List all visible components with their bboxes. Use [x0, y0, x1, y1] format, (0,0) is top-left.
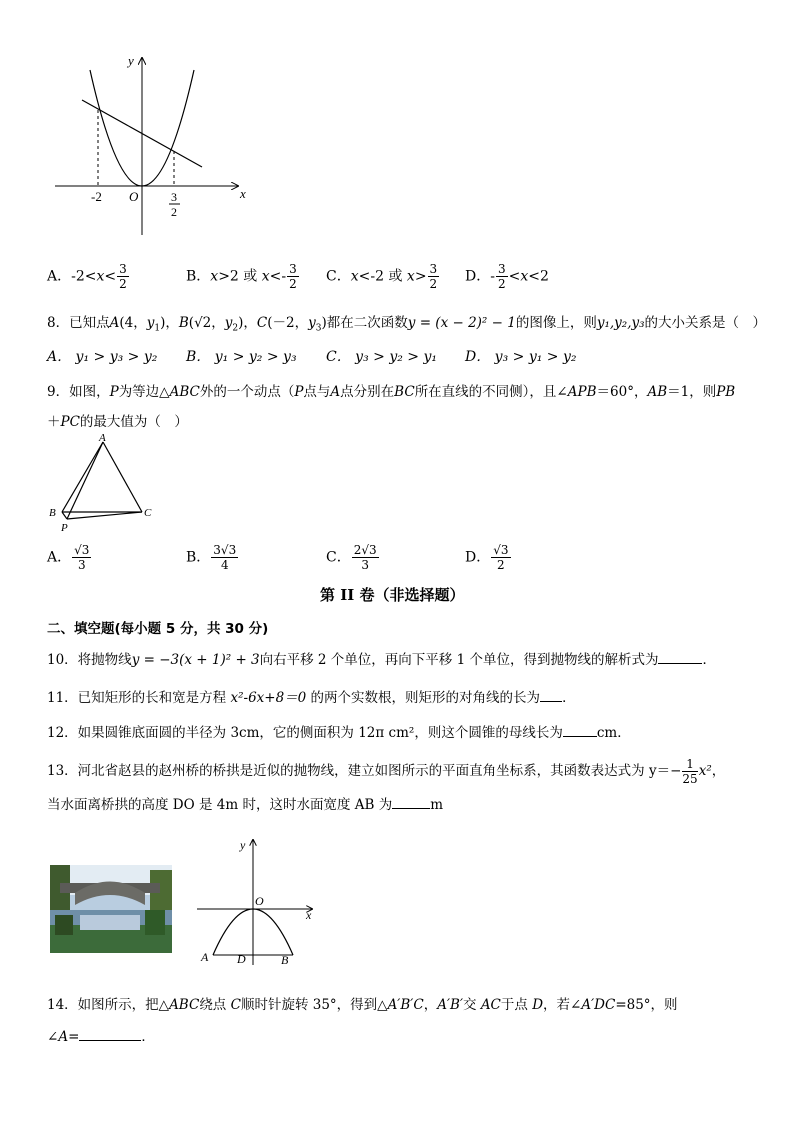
- q9-option-d: D． $\frac{√3}{2}$: [465, 543, 509, 572]
- tick-right-num: 3: [171, 190, 177, 204]
- vertex-c-label: C: [144, 507, 152, 519]
- origin-label: O: [255, 894, 264, 908]
- answer-blank[interactable]: [563, 722, 597, 737]
- q7-option-d: D．- $\frac{3}{2}$ <x<2: [465, 262, 549, 291]
- q8-option-b: B． y₁ > y₂ > y₃: [186, 349, 297, 365]
- q7-option-c: C．x<-2 或 x> $\frac{3}{2}$: [326, 262, 438, 291]
- vertex-b-label: B: [49, 507, 56, 519]
- axis-y-label: y: [240, 838, 246, 852]
- q10-question: 10．将抛物线y = −3(x + 1)² + 3向右平移 2 个单位，再向下平移 1 个单位，得到抛物线的解析式为 ．: [47, 648, 716, 668]
- vertex-p-label: P: [61, 522, 68, 534]
- tick-right-den: 2: [171, 205, 177, 219]
- q14-question-line1: 14．如图所示，把△ABC绕点 C顺时针旋转 35°，得到△A′B′C，A′B′交 AC于点 D，若∠A′DC=85°，则: [47, 997, 678, 1013]
- q9-option-b: B． $\frac{3√3}{4}$: [186, 543, 237, 572]
- answer-blank[interactable]: [540, 687, 562, 702]
- bridge-coordinate-graph: [195, 835, 325, 970]
- answer-blank[interactable]: [79, 1026, 141, 1041]
- parabola-line-graph: [50, 50, 260, 240]
- q9-option-c: C． $\frac{2√3}{3}$: [326, 543, 377, 572]
- q8-question: 8．已知点A(4，$y_1$)，B(√2，$y_2$)，C(－2，$y_3$)都在二次函数y = (x − 2)² − 1的图像上，则y₁,y₂,y₃的大小关系是（ ）: [47, 315, 767, 334]
- tick-left-label: -2: [91, 189, 102, 204]
- q13-question-line2: 当水面离桥拱的高度 DO 是 4m 时，这时水面宽度 AB 为 m: [47, 793, 443, 813]
- q9-question-line1: 9．如图，P为等边△ABC外的一个动点（P点与A点分别在BC所在直线的不同侧），且∠APB＝60°，AB＝1，则PB: [47, 384, 736, 400]
- point-b-label: B: [281, 953, 289, 967]
- q11-question: 11．已知矩形的长和宽是方程 x²-6x+8＝0 的两个实数根，则矩形的对角线的长为 ．: [47, 686, 576, 706]
- answer-blank[interactable]: [392, 794, 430, 809]
- q9-question-line2: ＋PC的最大值为（ ）: [47, 414, 188, 430]
- section-title: 第 II 卷（非选择题）: [320, 586, 465, 604]
- q7-option-b: B．x>2 或 x<- $\frac{3}{2}$: [186, 262, 297, 291]
- point-a-label: A: [201, 950, 209, 964]
- bridge-photo: [50, 865, 172, 953]
- axis-y-label: y: [128, 53, 134, 68]
- axis-x-label: x: [240, 186, 246, 201]
- origin-label: O: [129, 189, 139, 204]
- q12-question: 12．如果圆锥底面圆的半径为 3cm，它的侧面积为 12π cm²，则这个圆锥的母线长为 cm．: [47, 721, 631, 741]
- q8-option-c: C． y₃ > y₂ > y₁: [326, 349, 437, 365]
- q8-option-a: A． y₁ > y₃ > y₂: [47, 349, 158, 365]
- triangle-diagram: [45, 432, 165, 537]
- axis-x-label: x: [306, 908, 312, 922]
- answer-blank[interactable]: [658, 649, 702, 664]
- q13-question-line1: 13．河北省赵县的赵州桥的桥拱是近似的抛物线，建立如图所示的平面直角坐标系，其函数表达式为 y＝− $\frac{1}{25}$ x²，: [47, 757, 726, 786]
- q8-option-d: D． y₃ > y₁ > y₂: [465, 349, 577, 365]
- q9-option-a: A． $\frac{√3}{3}$: [47, 543, 90, 572]
- point-d-label: D: [237, 952, 246, 966]
- fill-in-header: 二、填空题(每小题 5 分，共 30 分): [47, 621, 269, 637]
- vertex-a-label: A: [99, 432, 106, 444]
- q7-option-a: A．-2<x< $\frac{3}{2}$: [47, 262, 127, 291]
- q14-question-line2: ∠A= ．: [47, 1025, 155, 1045]
